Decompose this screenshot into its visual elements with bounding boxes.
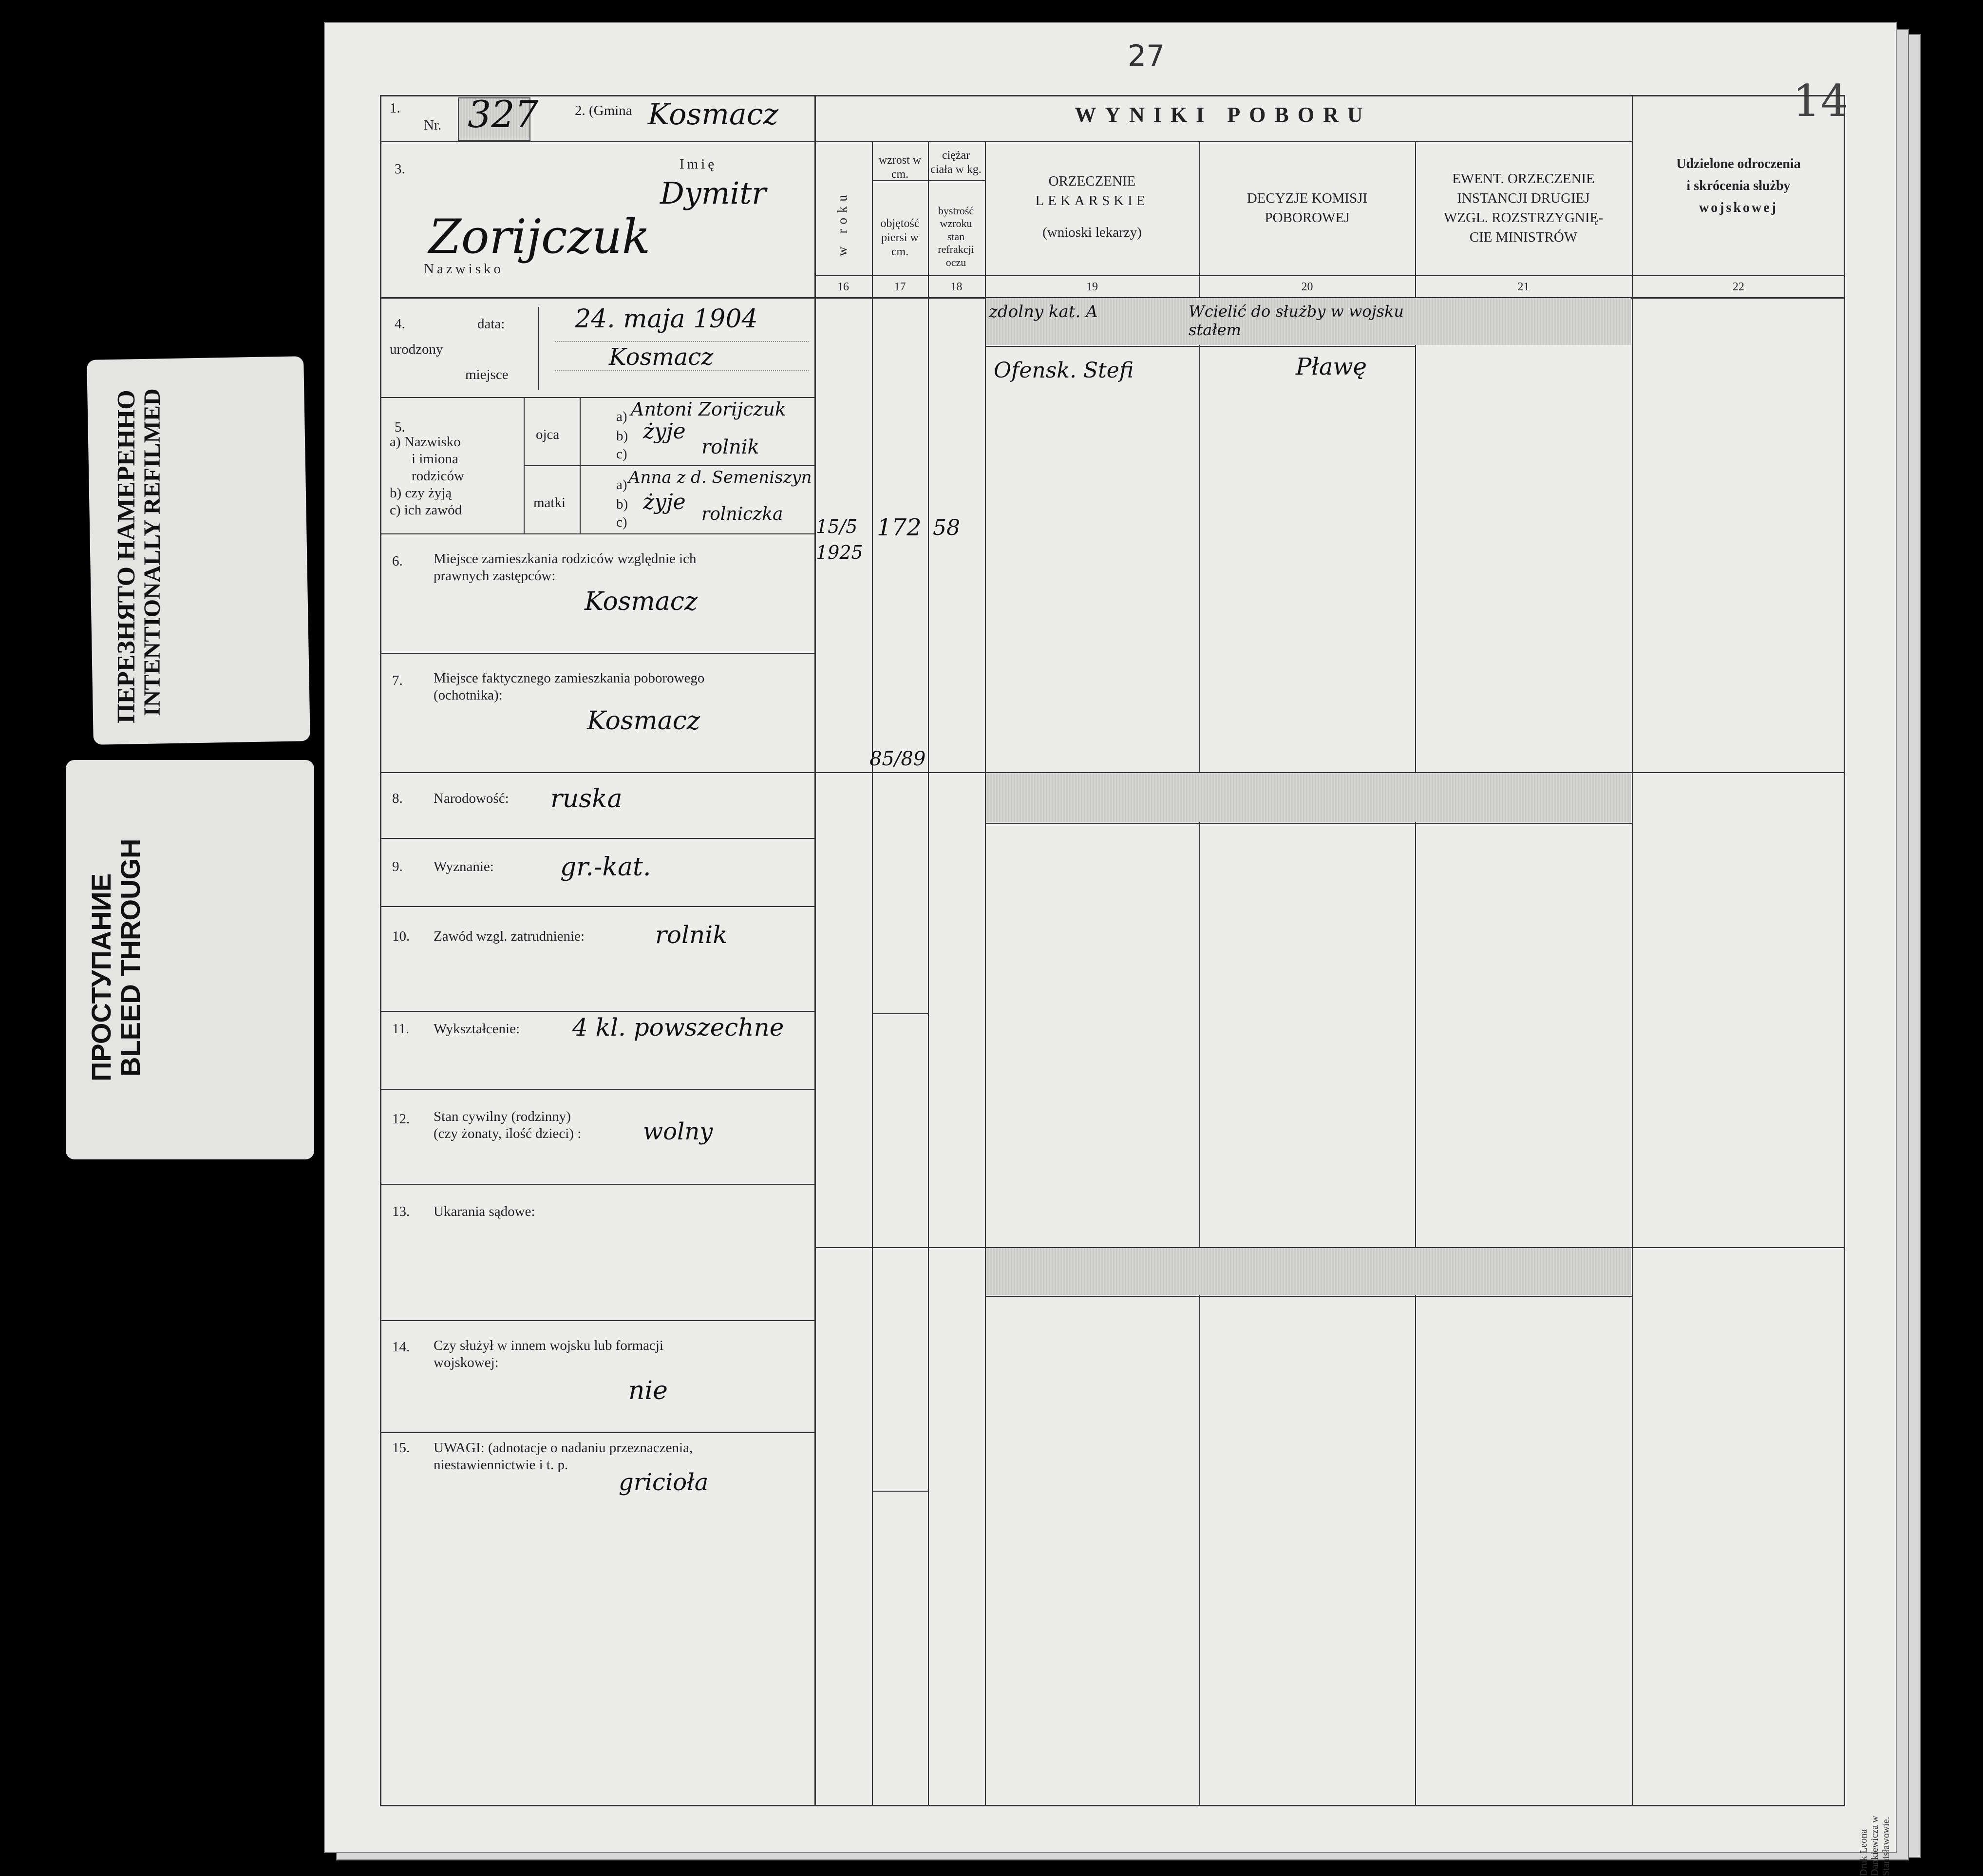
- rule: [872, 1491, 928, 1492]
- education-value: 4 kl. powszechne: [572, 1013, 784, 1042]
- height-value: 172: [877, 514, 922, 541]
- father-job-value: rolnik: [701, 436, 759, 458]
- parents-names-label: i imiona: [412, 451, 458, 467]
- field-12-label: 12.: [392, 1111, 410, 1127]
- rule: [985, 141, 986, 1806]
- nazwisko-label: Nazwisko: [424, 261, 504, 277]
- rule: [814, 95, 816, 1806]
- nr-label: Nr.: [424, 117, 442, 133]
- bleed-en-text: BLEED THROUGH: [115, 838, 146, 1077]
- field-5-label: 5.: [395, 419, 405, 435]
- rule: [985, 346, 1415, 347]
- field-9-text: Wyznanie:: [434, 859, 494, 874]
- abc-label: b): [616, 428, 628, 444]
- col-number: 16: [837, 281, 849, 293]
- field-13-text: Ukarania sądowe:: [434, 1204, 535, 1219]
- col19-l2: LEKARSKIE: [1035, 193, 1149, 208]
- mother-job-value: rolniczka: [701, 504, 783, 524]
- col18-top: ciężar ciała w kg.: [930, 149, 982, 176]
- field-3-label: 3.: [395, 161, 405, 177]
- shaded-band: [986, 1248, 1631, 1295]
- col17-bottom: objętość piersi w cm.: [880, 217, 920, 258]
- occupation-value: rolnik: [655, 921, 728, 949]
- field-10-text: Zawód wzgl. zatrudnienie:: [434, 929, 585, 944]
- col21-l1: EWENT. ORZECZENIE: [1452, 171, 1595, 187]
- rule: [928, 141, 929, 1806]
- rule: [872, 1013, 928, 1014]
- col22-l2: i skrócenia służby: [1686, 178, 1791, 193]
- rule: [380, 1089, 814, 1090]
- birth-date-value: 24. maja 1904: [575, 304, 758, 334]
- rule: [380, 397, 814, 398]
- col-number: 17: [894, 281, 906, 293]
- page-number: 27: [1128, 39, 1165, 73]
- medical-decision-signature: Ofensk. Stefi: [994, 358, 1134, 383]
- nr-value: 327: [468, 93, 539, 136]
- imie-label: Imię: [680, 156, 718, 172]
- father-name-value: Antoni Zorijczuk: [631, 398, 786, 420]
- medical-decision-value: zdolny kat. A: [989, 302, 1098, 322]
- nazwisko-value: Zorijczuk: [429, 209, 651, 264]
- weight-value: 58: [933, 515, 960, 540]
- dotted-line: [555, 370, 809, 371]
- col17-top: wzrost w cm.: [878, 154, 922, 181]
- form-table: [380, 95, 1845, 1806]
- field-14-text: Czy służył w innem wojsku lub formacji: [434, 1338, 663, 1353]
- field-6-text: Miejsce zamieszkania rodziców względnie ich: [434, 551, 697, 567]
- father-label: ojca: [536, 427, 560, 442]
- commission-decision-value: Wcielić do służby w wojsku stałem: [1189, 302, 1404, 340]
- col-number: 22: [1733, 281, 1744, 293]
- rule: [1199, 141, 1200, 1806]
- rule: [380, 533, 814, 534]
- rule: [380, 1011, 814, 1012]
- marital-status-value: wolny: [643, 1118, 713, 1145]
- abc-label: b): [616, 496, 628, 512]
- field-7-label: 7.: [392, 673, 403, 688]
- col21-l2: INSTANCJI DRUGIEJ: [1457, 190, 1590, 206]
- field-4-label: 4.: [395, 316, 405, 332]
- col-number: 20: [1301, 281, 1313, 293]
- bleed-ru-text: ПРОСТУПАНИЕ: [86, 873, 116, 1081]
- field-14-text: wojskowej:: [434, 1355, 499, 1370]
- nationality-value: ruska: [550, 784, 623, 814]
- rule: [814, 275, 1845, 276]
- col-number: 21: [1517, 281, 1530, 293]
- rule: [1415, 141, 1416, 1806]
- shaded-band: [986, 773, 1631, 822]
- refilmed-en-text: INTENTIONALLY REFILMED: [139, 388, 165, 716]
- rule: [380, 838, 814, 839]
- abc-label: c): [616, 446, 627, 462]
- col-number: 19: [1086, 281, 1098, 293]
- rule: [524, 465, 814, 466]
- col20-l1: DECYZJE KOMISJI: [1246, 190, 1368, 206]
- field-12-text: Stan cywilny (rodzinny): [434, 1109, 571, 1124]
- field-14-label: 14.: [392, 1339, 410, 1355]
- field-9-label: 9.: [392, 859, 403, 874]
- rule: [1632, 95, 1633, 1806]
- other-army-value: nie: [628, 1376, 668, 1405]
- col19-l3: (wnioski lekarzy): [1042, 225, 1142, 240]
- chest-value: 85/89: [869, 748, 926, 770]
- col22-l1: Udzielone odroczenia: [1676, 156, 1801, 171]
- form-title: WYNIKI POBORU: [1075, 103, 1372, 127]
- rule: [380, 141, 1632, 142]
- field-7-text: Miejsce faktycznego zamieszkania poborowego: [434, 670, 705, 686]
- field-6-text: prawnych zastępców:: [434, 568, 556, 584]
- imie-value: Dymitr: [660, 175, 766, 211]
- abc-label: a): [616, 409, 627, 424]
- col20-l2: POBOROWEJ: [1265, 210, 1350, 226]
- religion-value: gr.-kat.: [560, 853, 651, 882]
- birth-place-label: miejsce: [465, 367, 509, 382]
- residence-value: Kosmacz: [587, 706, 700, 736]
- remarks-value: gricioła: [619, 1469, 709, 1496]
- col-number: 18: [950, 281, 963, 293]
- field-15-text: niestawiennictwie i t. p.: [434, 1457, 568, 1473]
- col21-l4: CIE MINISTRÓW: [1469, 229, 1578, 245]
- mother-alive-value: żyje: [643, 490, 686, 514]
- refilmed-ru-text: ПЕРЕЗНЯТО НАМЕРЕННО: [113, 390, 140, 723]
- abc-label: a): [616, 477, 627, 493]
- parents-b-label: b) czy żyją: [390, 485, 452, 501]
- gmina-label: 2. (Gmina: [575, 103, 632, 118]
- field-11-label: 11.: [392, 1021, 410, 1037]
- parents-a-label: a) Nazwisko: [390, 434, 461, 450]
- field-6-label: 6.: [392, 553, 403, 569]
- birth-date-label: data:: [477, 316, 505, 332]
- abc-label: c): [616, 514, 627, 530]
- col21-l3: WZGL. ROZSTRZYGNIĘ-: [1443, 210, 1603, 226]
- field-13-label: 13.: [392, 1204, 410, 1219]
- parents-label: rodziców: [412, 468, 464, 484]
- col22-l3: wojskowej: [1699, 200, 1778, 215]
- field-12-text: (czy żonaty, ilość dzieci) :: [434, 1126, 582, 1141]
- field-1-label: 1.: [390, 100, 400, 116]
- field-11-text: Wykształcenie:: [434, 1021, 520, 1037]
- field-8-text: Narodowość:: [434, 791, 509, 806]
- mother-name-value: Anna z d. Semeniszyn: [628, 468, 812, 487]
- dotted-line: [555, 341, 809, 342]
- field-15-text: UWAGI: (adnotacje o nadaniu przeznaczenia,: [434, 1440, 693, 1456]
- field-8-label: 8.: [392, 791, 403, 806]
- rule: [580, 397, 581, 533]
- parents-c-label: c) ich zawód: [390, 502, 462, 518]
- mother-label: matki: [533, 495, 566, 511]
- father-alive-value: żyje: [643, 419, 686, 444]
- rule: [380, 1184, 814, 1185]
- col16-header: w roku: [835, 190, 850, 256]
- rule: [380, 1432, 814, 1433]
- rule: [538, 307, 539, 390]
- parents-residence-value: Kosmacz: [585, 587, 698, 616]
- field-10-label: 10.: [392, 929, 410, 944]
- rule: [985, 1296, 1632, 1297]
- field-15-label: 15.: [392, 1440, 410, 1456]
- rule: [380, 1320, 814, 1321]
- birth-place-value: Kosmacz: [609, 343, 714, 371]
- commission-decision-signature: Pławę: [1296, 353, 1367, 380]
- year-value: 15/5 1925: [816, 516, 863, 564]
- col18-bottom: bystrość wzroku stan refrakcji oczu: [938, 205, 974, 268]
- rule: [872, 141, 873, 1806]
- rule: [985, 823, 1632, 824]
- rule: [380, 906, 814, 907]
- field-7-text: (ochotnika):: [434, 687, 503, 703]
- born-label: urodzony: [390, 341, 443, 357]
- col19-l1: ORZECZENIE: [1048, 173, 1136, 189]
- gmina-value: Kosmacz: [648, 97, 779, 132]
- rule: [524, 397, 525, 533]
- rule: [380, 653, 814, 654]
- printer-imprint: Druk Leona Dankiewicza w Stanisławowie.: [1858, 1816, 1891, 1876]
- corner-mark: 14: [1793, 76, 1849, 127]
